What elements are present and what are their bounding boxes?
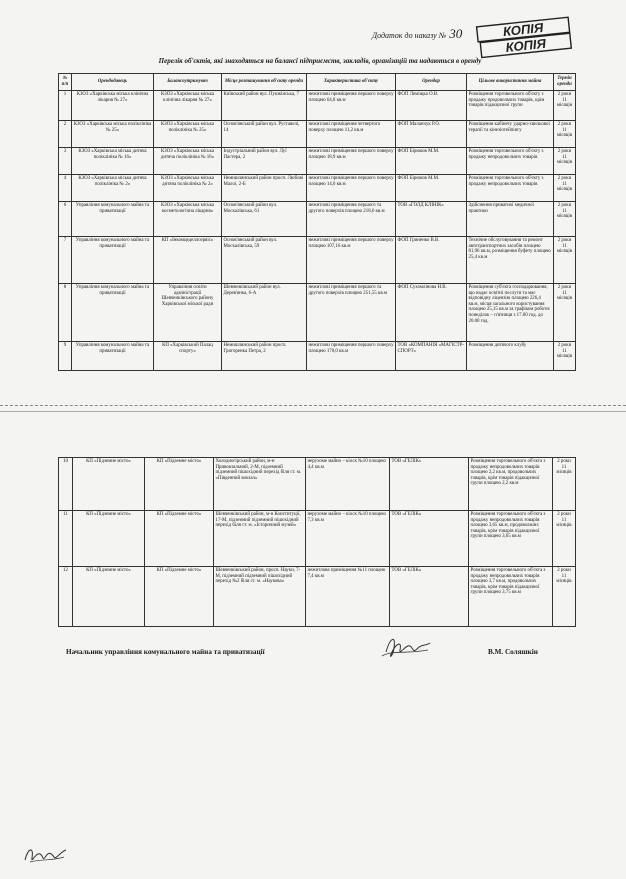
cell-lessor: КЗОЗ «Харківська міська дитяча поліклініка № 2» xyxy=(72,175,154,202)
cell-purpose: Розміщення торговельного об'єкту з продажу непродовольчих товарів xyxy=(467,148,554,175)
cell-term: 2 роки 11 місяців xyxy=(554,91,576,121)
cell-lessor: КП «Підземне місто» xyxy=(73,567,145,627)
cell-number: 1 xyxy=(59,91,72,121)
cell-description: нежитлові приміщення першого поверху площею 170,0 кв.м xyxy=(307,342,396,371)
cell-number: 4 xyxy=(59,175,72,202)
cell-purpose: Розміщення дитячого клубу xyxy=(467,342,554,371)
cell-location: Немишлянський район просп. Григоренка Петра, 2 xyxy=(222,342,307,371)
document-title: Перелік об'єктів, які знаходяться на балансі підприємств, закладів, організацій та надаються в оренду xyxy=(158,57,482,65)
cell-description: нежитлові приміщення першого та другого поверхів площею 251,55 кв.м xyxy=(307,284,396,342)
col-header-location: Місце розташування об'єкту оренди xyxy=(222,74,307,91)
cell-lessor: КЗОЗ «Харківська міська поліклініка № 25» xyxy=(72,121,154,148)
cell-purpose: Розміщення торговельного об'єкту з продажу продовольчих товарів, крім товарів підакцизної групи xyxy=(467,91,554,121)
col-header-purpose: Цільове використання майна xyxy=(467,74,554,91)
cell-location: Основ'янський район вул. Москалівська, 59 xyxy=(222,237,307,284)
cell-purpose: Розміщення торговельного об'єкта з продажу непродовольчих товарів площею 3,65 кв.м, продовольчих товарів, крім товарів підакцизної групи площею 3,65 кв.м xyxy=(469,511,553,567)
copy-stamp xyxy=(472,15,575,61)
cell-tenant: ФОП Гриненко В.В. xyxy=(396,237,467,284)
cell-term: 2 роки 11 місяців xyxy=(554,284,576,342)
cell-balance-holder: КП «Підземне місто» xyxy=(145,511,214,567)
cell-term: 2 роки 11 місяців xyxy=(553,458,576,511)
appendix-number: 30 xyxy=(449,26,463,41)
svg-text:КОПІЯ: КОПІЯ xyxy=(502,19,544,40)
cell-lessor: Управління комунального майна та приватизації xyxy=(72,342,154,371)
cell-location: Шевченківський район, просп. Науки, 7-М, підземний підземний пішохідний перехід №2 біля ст. м. «Наукова» xyxy=(214,567,306,627)
cell-balance-holder: КЗОЗ «Харківська міська дитяча поліклініка № 2» xyxy=(154,175,222,202)
col-header-term: Термін оренди xyxy=(554,74,576,91)
cell-location: Холодногірський район, м-н Привокзальний, 2-М, підземний підземний пішохідний перехід біля ст. м. «Південний вокзал» xyxy=(214,458,306,511)
cell-lessor: КП «Підземне місто» xyxy=(73,458,145,511)
table-row xyxy=(59,148,576,175)
cell-term: 2 роки 11 місяців xyxy=(553,511,576,567)
initials-signature xyxy=(22,842,68,866)
cell-number: 7 xyxy=(59,237,72,284)
page-break-line xyxy=(0,405,626,406)
cell-description: нежитлове приміщення №11 площею 7,4 кв.м xyxy=(306,567,390,627)
lease-table-page2 xyxy=(58,457,576,627)
cell-lessor: КЗОЗ «Харківська міська клінічна лікарня № 27» xyxy=(72,91,154,121)
cell-tenant: ТОВ «ГЕЛІК» xyxy=(390,511,469,567)
cell-description: нерухоме майно – кіоск №10 площею 7,3 кв.м xyxy=(306,511,390,567)
cell-description: нежитлові приміщення першого поверху площею 64,8 кв.м xyxy=(307,91,396,121)
cell-tenant: ТОВ «ГЕЛІК» xyxy=(390,458,469,511)
cell-balance-holder: КП «Харківський Палац спорту» xyxy=(154,342,222,371)
cell-lessor: Управління комунального майна та приватизації xyxy=(72,202,154,237)
cell-number: 6 xyxy=(59,202,72,237)
cell-term: 2 роки 11 місяців xyxy=(554,148,576,175)
table-row xyxy=(59,511,576,567)
cell-tenant: ФОП Сухомлінова Н.В. xyxy=(396,284,467,342)
cell-tenant: ФОП Маланчук Р.О. xyxy=(396,121,467,148)
cell-balance-holder: КЗОЗ «Харківська міська дитяча поліклініка № 16» xyxy=(154,148,222,175)
cell-location: Немишлянський район просп. Любові Малої, 2-Б xyxy=(222,175,307,202)
cell-balance-holder: КП «Інкомцеделлсервіс» xyxy=(154,237,222,284)
table-row xyxy=(59,237,576,284)
cell-description: нежитлові приміщення першого та другого поверхів площею 218,6 кв.м xyxy=(307,202,396,237)
table-row xyxy=(59,458,576,511)
table-row xyxy=(59,284,576,342)
cell-tenant: ФОП Леміщка О.В. xyxy=(396,91,467,121)
cell-number: 11 xyxy=(59,511,73,567)
cell-tenant: ФОП Бірюков М.М. xyxy=(396,148,467,175)
cell-description: нерухоме майно – кіоск №10 площею 4,4 кв.м xyxy=(306,458,390,511)
cell-location: Індустріальний район вул. Луї Пастера, 2 xyxy=(222,148,307,175)
cell-description: нежитлові приміщення першого поверху площею 107,16 кв.м xyxy=(307,237,396,284)
cell-number: 2 xyxy=(59,121,72,148)
table-row xyxy=(59,121,576,148)
cell-location: Основ'янський район вул. Москалівська, 61 xyxy=(222,202,307,237)
cell-number: 10 xyxy=(59,458,73,511)
page-break-edge xyxy=(0,411,626,412)
table-row xyxy=(59,91,576,121)
cell-term: 2 роки 11 місяців xyxy=(554,121,576,148)
cell-term: 2 роки 11 місяців xyxy=(554,342,576,371)
cell-lessor: КЗОЗ «Харківська міська дитяча поліклініка № 16» xyxy=(72,148,154,175)
signer-title: Начальник управління комунального майна та приватизації xyxy=(66,648,265,656)
cell-tenant: ТОВ «ГОЛД КЛІНІК» xyxy=(396,202,467,237)
cell-tenant: ФОП Бірюков М.М. xyxy=(396,175,467,202)
cell-location: Основ'янський район вул. Руставелі, 14 xyxy=(222,121,307,148)
cell-term: 2 роки 11 місяців xyxy=(553,567,576,627)
cell-term: 2 роки 11 місяців xyxy=(554,202,576,237)
table-row xyxy=(59,202,576,237)
cell-purpose: Розміщення торговельного об'єкта з продажу непродовольчих товарів площею 2,2 кв.м, продовольчих товарів, крім товарів підакцизної групи площею 2,2 кв.м xyxy=(469,458,553,511)
cell-number: 3 xyxy=(59,148,72,175)
cell-balance-holder: КЗОЗ «Харківська міська клінічна лікарня № 27» xyxy=(154,91,222,121)
cell-tenant: ТОВ «ГЕЛІК» xyxy=(390,567,469,627)
col-header-description: Характеристика об'єкту xyxy=(307,74,396,91)
col-header-balance-holder: Балансоутримувач xyxy=(154,74,222,91)
cell-description: нежитлові приміщення четвертого поверху площею 11,2 кв.м xyxy=(307,121,396,148)
table-row xyxy=(59,342,576,371)
appendix-reference xyxy=(372,26,462,42)
appendix-label: Додаток до наказу № xyxy=(372,31,447,40)
cell-number: 9 xyxy=(59,342,72,371)
cell-location: Шевченківський район, м-н Конституції, 17-М, підземний підземний пішохідний перехід біля ст. м. «Історичний музей» xyxy=(214,511,306,567)
lease-table-page1 xyxy=(58,73,576,371)
cell-description: нежитлові приміщення першого поверху площею 14,0 кв.м xyxy=(307,175,396,202)
cell-lessor: Управління комунального майна та приватизації xyxy=(72,237,154,284)
cell-lessor: Управління комунального майна та приватизації xyxy=(72,284,154,342)
cell-purpose: Розміщення торговельного об'єкта з продажу непродовольчих товарів площею 3,7 кв.м, продовольчих товарів, крім товарів підакцизної групи площею 3,75 кв.м xyxy=(469,567,553,627)
col-header-tenant: Орендар xyxy=(396,74,467,91)
cell-number: 12 xyxy=(59,567,73,627)
cell-term: 2 роки 11 місяців xyxy=(554,237,576,284)
cell-purpose: Розміщення кабінету ударно-хвильової терапії та кінезіотейпінгу xyxy=(467,121,554,148)
cell-lessor: КП «Підземне місто» xyxy=(73,511,145,567)
svg-text:КОПІЯ: КОПІЯ xyxy=(504,35,547,55)
cell-location: Шевченківський район вул. Дерев'янка, 6-А xyxy=(222,284,307,342)
cell-term: 2 роки 11 місяців xyxy=(554,175,576,202)
col-header-lessor: Орендодавець xyxy=(72,74,154,91)
col-header-number: № п/п xyxy=(59,74,72,91)
cell-purpose: Здійснення приватної медичної практики xyxy=(467,202,554,237)
cell-tenant: ТОВ «КОМПАНІЯ «МАГІСТР-СПОРТ» xyxy=(396,342,467,371)
signer-name: В.М. Соляшкін xyxy=(488,648,538,656)
table-header-row xyxy=(59,74,576,91)
cell-location: Київський район вул. Пушкінська, 7 xyxy=(222,91,307,121)
cell-purpose: Технічне обслуговування та ремонт автотранспортних засобів площею 81,96 кв.м, розміщення буфету площею 25,4 кв.м xyxy=(467,237,554,284)
director-signature xyxy=(378,630,434,664)
cell-balance-holder: КЗОЗ «Харківська міська косметологічна лікарня» xyxy=(154,202,222,237)
cell-balance-holder: Управління освіти адміністрації Шевченківського району Харківської міської ради xyxy=(154,284,222,342)
table-row xyxy=(59,175,576,202)
cell-description: нежитлові приміщення першого поверху площею 18,9 кв.м xyxy=(307,148,396,175)
cell-balance-holder: КЗОЗ «Харківська міська поліклініка № 25» xyxy=(154,121,222,148)
cell-balance-holder: КП «Підземне місто» xyxy=(145,458,214,511)
cell-purpose: Розміщення суб'єкта господарювання, що надає освітні послуги та має відповідну ліцензію площею 226,4 кв.м, місця загального користування площею 25,15 кв.м за графіком роботи: понеділок – п'ятниця з 17.00 год. до 20.00 год. xyxy=(467,284,554,342)
cell-purpose: Розміщення торговельного об'єкту з продажу непродовольчих товарів xyxy=(467,175,554,202)
cell-balance-holder: КП «Підземне місто» xyxy=(145,567,214,627)
cell-number: 8 xyxy=(59,284,72,342)
table-row xyxy=(59,567,576,627)
